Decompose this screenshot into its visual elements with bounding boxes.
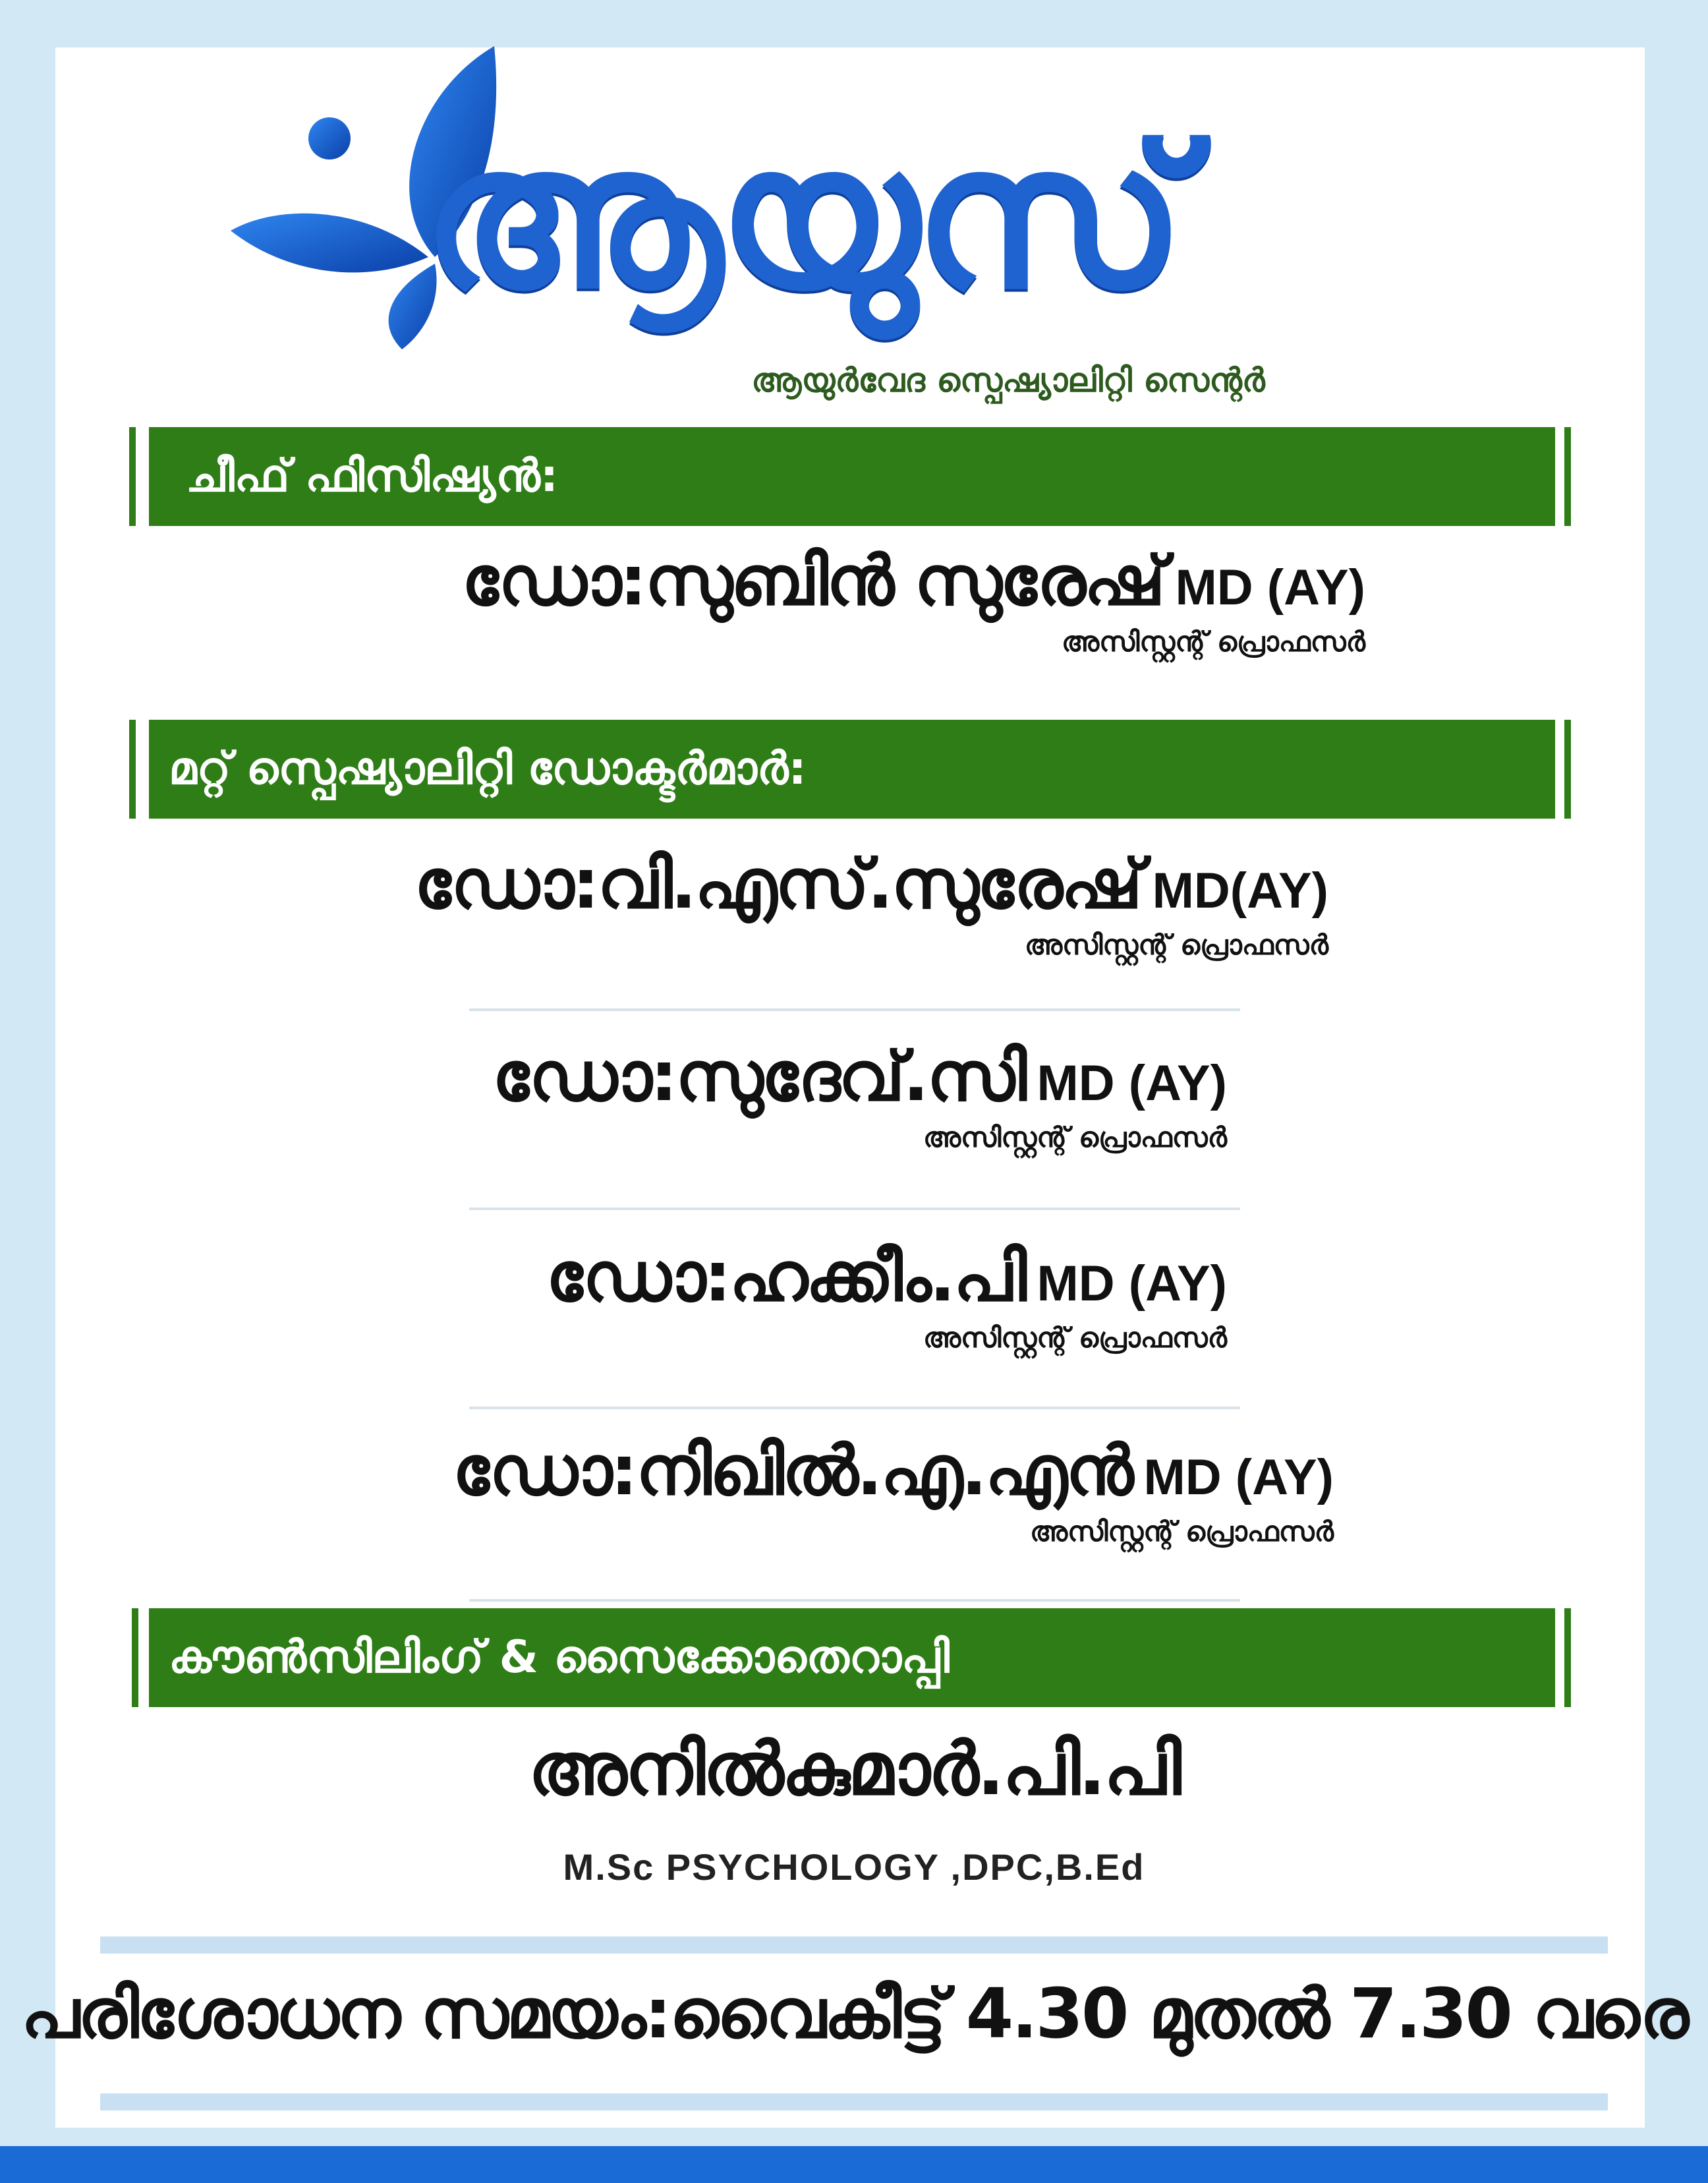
doctor-qualification: MD (AY)	[1175, 560, 1365, 616]
doctor-title: അസിസ്റ്റന്റ് പ്രൊഫസർ	[923, 1121, 1227, 1153]
doctor-name: ഡോ:സുബിൻ സുരേഷ്	[461, 540, 1164, 621]
band-edge	[132, 1608, 138, 1707]
specialists-heading-band	[149, 720, 1555, 819]
specialists-heading: മറ്റ് സ്പെഷ്യാലിറ്റി ഡോക്ടർമാർ:	[169, 743, 807, 795]
separator	[469, 1208, 1240, 1210]
specialist-doctor	[198, 844, 1328, 962]
brand-name: ആയുസ്	[422, 102, 1180, 332]
specialist-doctor	[198, 1237, 1227, 1354]
separator	[469, 1407, 1240, 1409]
doctor-title: അസിസ്റ്റന്റ് പ്രൊഫസർ	[923, 1322, 1227, 1354]
doctor-name: ഡോ:സുദേവ്.സി	[492, 1036, 1025, 1117]
doctor-name: ഡോ:വി.എസ്.സുരേഷ്	[414, 844, 1141, 924]
band-edge	[129, 720, 136, 819]
doctor-qualification: MD (AY)	[1037, 1055, 1227, 1111]
chief-heading-band	[149, 427, 1555, 526]
band-edge	[1564, 427, 1571, 526]
brand-subtitle: ആയുർവേദ സ്പെഷ്യാലിറ്റി സെന്റർ	[751, 361, 1265, 399]
doctor-title: അസിസ്റ്റന്റ് പ്രൊഫസർ	[1025, 929, 1328, 961]
bottom-stripe	[0, 2146, 1708, 2183]
chief-doctor	[198, 540, 1365, 658]
counseling-heading-band	[149, 1608, 1555, 1707]
divider-rule	[100, 1936, 1608, 1954]
band-edge	[129, 427, 136, 526]
consultation-time: പരിശോധന സമയം:വൈകീട്ട് 4.30 മുതൽ 7.30 വരെ	[20, 1973, 1687, 2054]
band-edge	[1564, 720, 1571, 819]
counseling-heading: കൗൺസിലിംഗ് & സൈക്കോതെറാപ്പി	[169, 1631, 950, 1683]
doctor-title: അസിസ്റ്റന്റ് പ്രൊഫസർ	[1030, 1515, 1334, 1548]
divider-rule	[100, 2093, 1608, 2110]
doctor-name: ഡോ:നിഖിൽ.എ.എൻ	[452, 1430, 1132, 1511]
specialist-doctor	[198, 1430, 1334, 1548]
counselor-name: അനിൽകുമാർ.പി.പി	[528, 1727, 1180, 1811]
chief-heading: ചീഫ് ഫിസിഷ്യൻ:	[186, 450, 559, 502]
counselor-qualification: M.Sc PSYCHOLOGY ,DPC,B.Ed	[563, 1846, 1145, 1888]
specialist-doctor	[198, 1036, 1227, 1154]
separator	[469, 1599, 1240, 1602]
doctor-title: അസിസ്റ്റന്റ് പ്രൊഫസർ	[1062, 626, 1365, 658]
doctor-qualification: MD (AY)	[1143, 1449, 1334, 1505]
doctor-qualification: MD(AY)	[1152, 863, 1328, 919]
doctor-qualification: MD (AY)	[1037, 1256, 1227, 1312]
band-edge	[1564, 1608, 1571, 1707]
doctor-name: ഡോ:ഹക്കീം.പി	[546, 1237, 1025, 1317]
separator	[469, 1008, 1240, 1011]
